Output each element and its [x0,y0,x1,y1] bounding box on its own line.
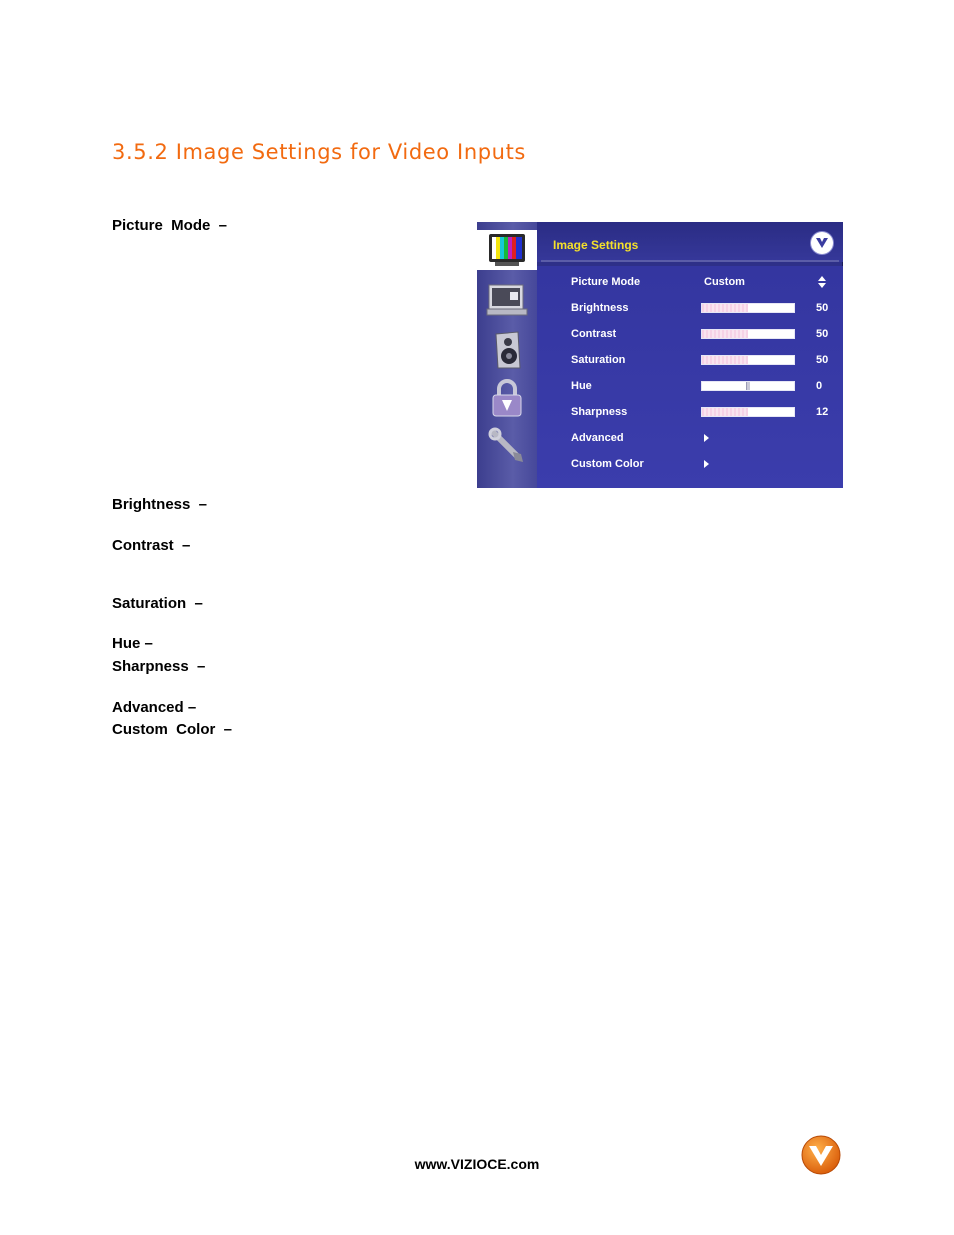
contrast-value: 50 [816,328,829,340]
term-hue: Hue – [112,635,153,652]
menu-row-label: Sharpness [571,406,628,418]
menu-row-label: Contrast [571,328,617,340]
slider-fill [702,408,748,416]
term-contrast: Contrast – [112,537,191,554]
footer-url[interactable]: www.VIZIOCE.com [414,1156,540,1172]
sharpness-slider[interactable] [701,407,795,417]
menu-row-sharpness[interactable] [571,404,841,422]
term-picture-mode: Picture Mode – [112,217,228,234]
menu-row-advanced[interactable] [571,430,841,448]
chevron-right-icon[interactable] [704,460,709,468]
osd-sidebar [477,222,537,488]
vizio-logo-icon [801,1135,841,1175]
section-title: 3.5.2 Image Settings for Video Inputs [112,140,526,165]
menu-row-label: Hue [571,380,592,392]
term-custom-color: Custom Color – [112,721,233,738]
hue-value: 0 [816,380,823,392]
term-advanced: Advanced – [112,699,197,716]
menu-row-label: Brightness [571,302,629,314]
osd-title: Image Settings [553,238,639,252]
menu-row-label: Saturation [571,354,626,366]
saturation-slider[interactable] [701,355,795,365]
hue-slider[interactable] [701,381,795,391]
menu-row-contrast[interactable] [571,326,841,344]
brightness-slider[interactable] [701,303,795,313]
menu-row-label: Picture Mode [571,276,641,288]
slider-fill [702,330,748,338]
term-saturation: Saturation – [112,595,203,612]
chevron-right-icon[interactable] [704,434,709,442]
menu-row-picture-mode[interactable] [571,274,841,292]
slider-fill [702,304,748,312]
menu-row-label: Advanced [571,432,624,444]
menu-row-custom-color[interactable] [571,456,841,474]
pc-monitor-icon[interactable] [481,280,533,320]
menu-row-hue[interactable] [571,378,841,396]
tv-image-icon[interactable] [477,230,537,270]
up-down-arrow-icon[interactable] [817,275,827,289]
speaker-icon[interactable] [481,330,533,370]
menu-row-label: Custom Color [571,458,644,470]
brightness-value: 50 [816,302,829,314]
menu-row-saturation[interactable] [571,352,841,370]
term-sharpness: Sharpness – [112,658,206,675]
slider-marker[interactable] [746,382,750,390]
contrast-slider[interactable] [701,329,795,339]
sharpness-value: 12 [816,406,829,418]
term-brightness: Brightness – [112,496,208,513]
vizio-logo-icon [811,232,833,254]
divider [541,260,839,262]
menu-row-brightness[interactable] [571,300,841,318]
picture-mode-value: Custom [704,276,745,288]
lock-icon[interactable] [481,378,533,418]
slider-fill [702,356,748,364]
wrench-icon[interactable] [481,426,533,466]
osd-screenshot [477,222,843,488]
saturation-value: 50 [816,354,829,366]
